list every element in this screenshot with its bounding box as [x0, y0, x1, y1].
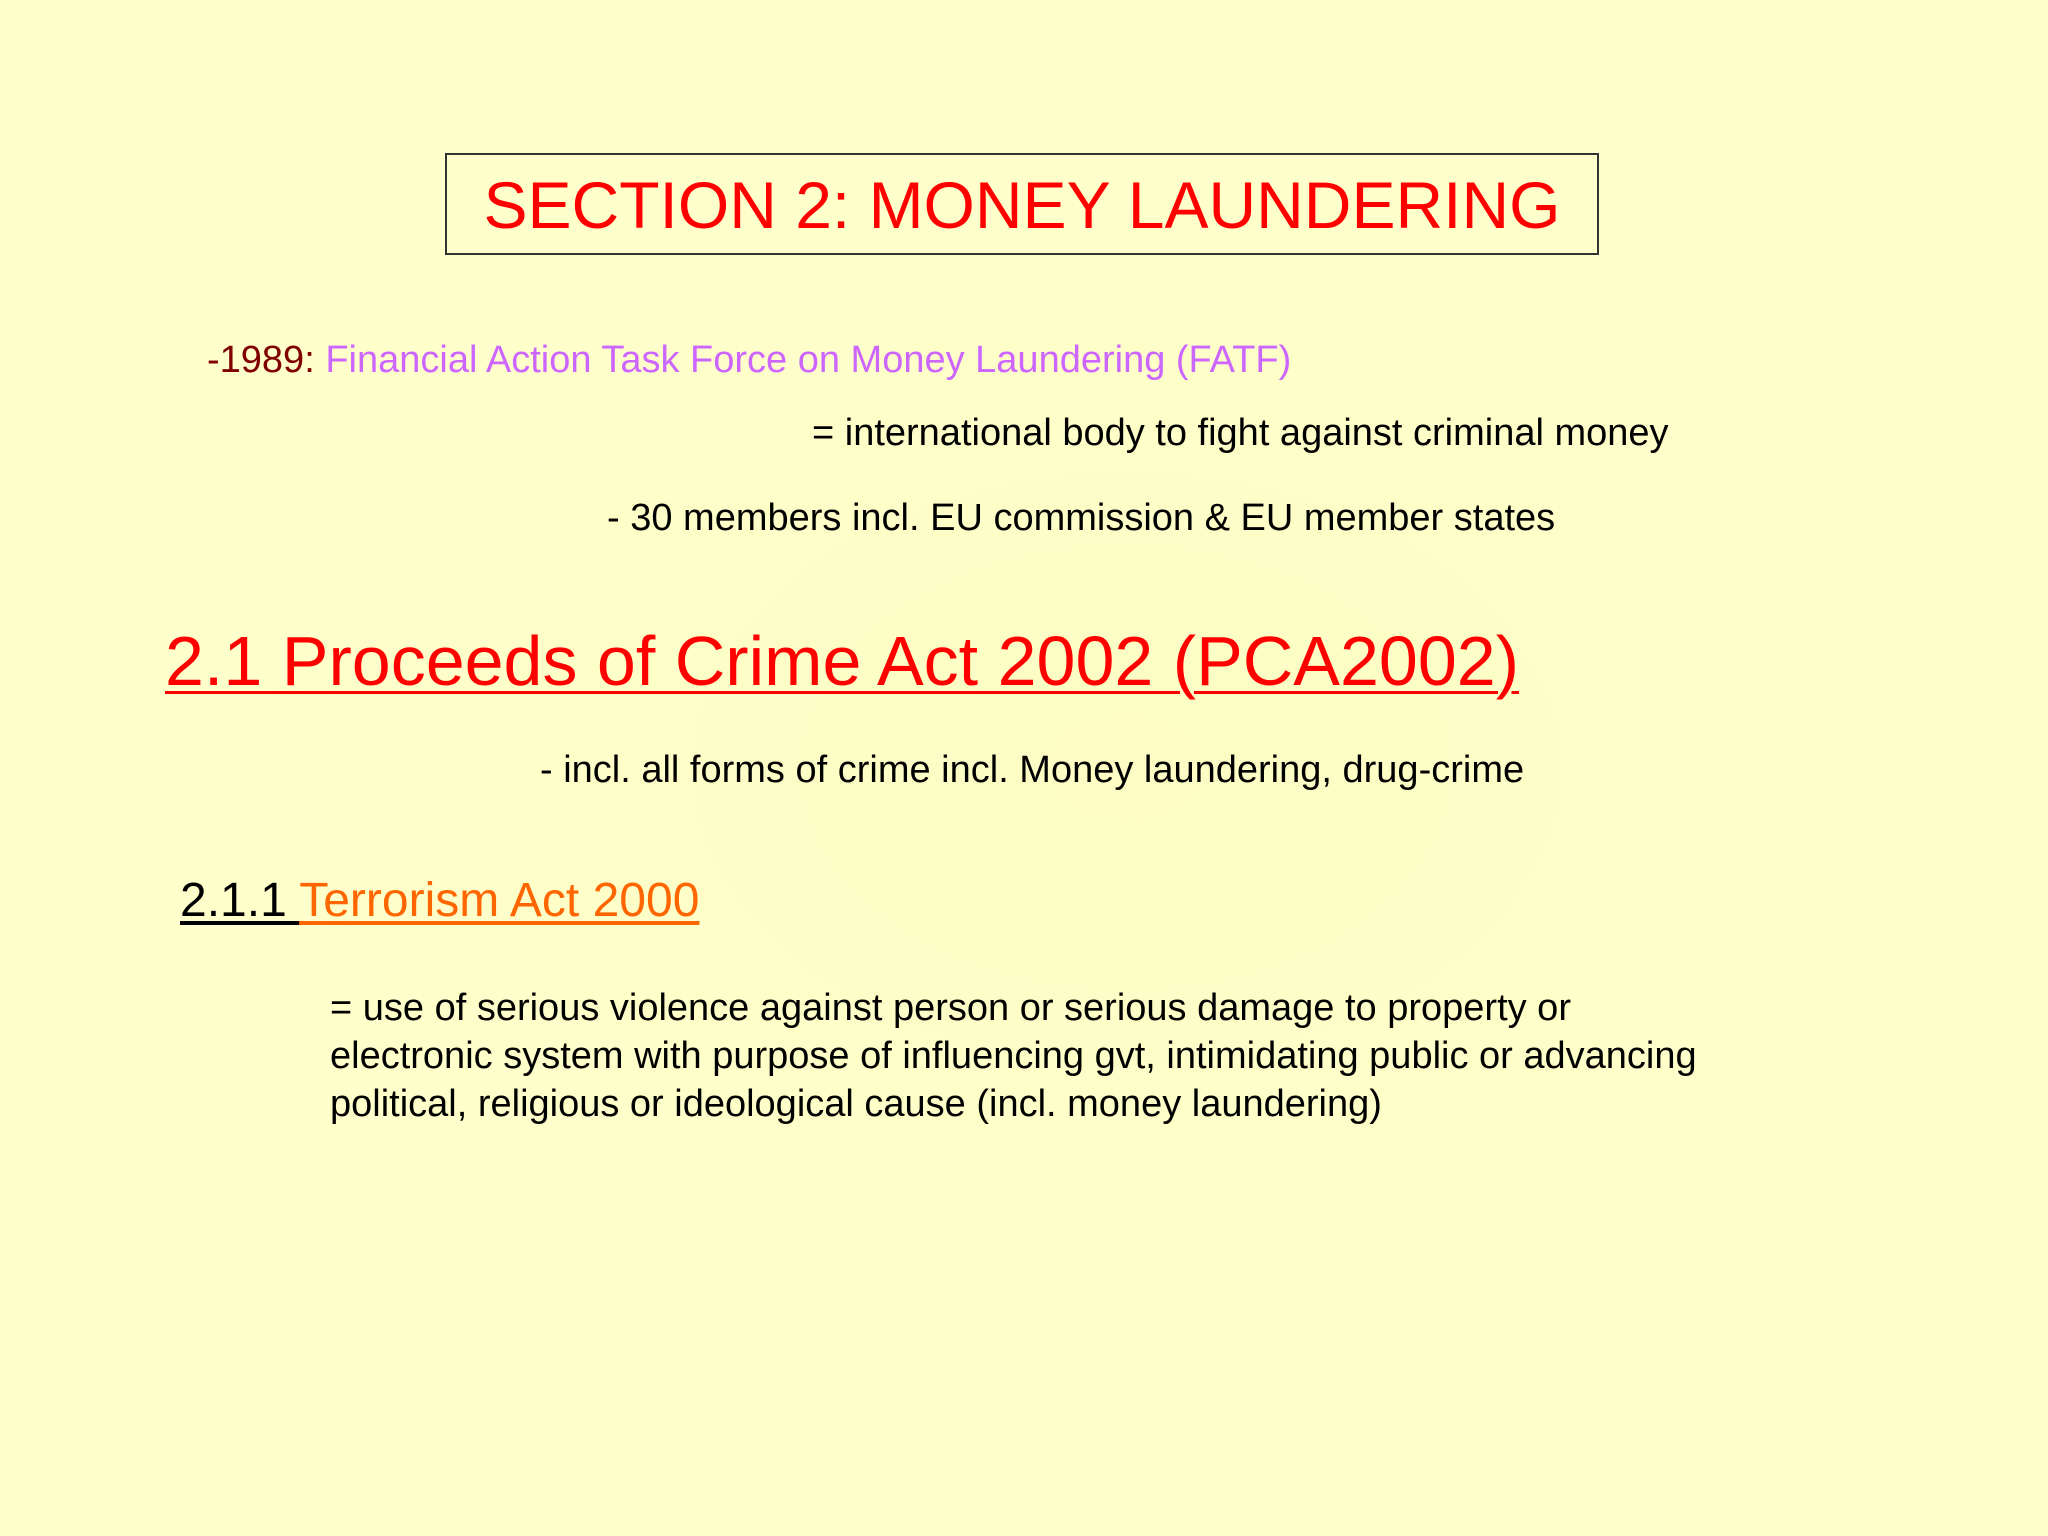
fatf-line — [207, 336, 1291, 384]
fatf-definition: = international body to fight against criminal money — [812, 412, 1669, 454]
pca-description: - incl. all forms of crime incl. Money laundering, drug-crime — [540, 749, 1525, 791]
fatf-year: 1989 — [219, 339, 305, 381]
fatf-members: - 30 members incl. EU commission & EU member states — [607, 497, 1556, 539]
pca-heading: 2.1 Proceeds of Crime Act 2002 (PCA2002) — [165, 622, 1520, 700]
terrorism-name: Terrorism Act 2000 — [299, 874, 700, 927]
slide-title: SECTION 2: MONEY LAUNDERING — [483, 168, 1561, 242]
fatf-name: Financial Action Task Force on Money Laundering (FATF) — [325, 339, 1292, 381]
terrorism-number: 2.1.1 — [180, 874, 300, 927]
terrorism-heading — [180, 872, 699, 930]
title-box — [445, 153, 1599, 255]
fatf-colon: : — [304, 339, 326, 381]
terrorism-definition-line: electronic system with purpose of influencing gvt, intimidating public or advancing — [330, 1035, 1697, 1077]
fatf-dash: - — [207, 339, 220, 381]
terrorism-definition — [330, 984, 1890, 1128]
terrorism-definition-line: political, religious or ideological cause (incl. money laundering) — [330, 1083, 1382, 1125]
terrorism-definition-line: = use of serious violence against person or serious damage to property or — [330, 987, 1571, 1029]
